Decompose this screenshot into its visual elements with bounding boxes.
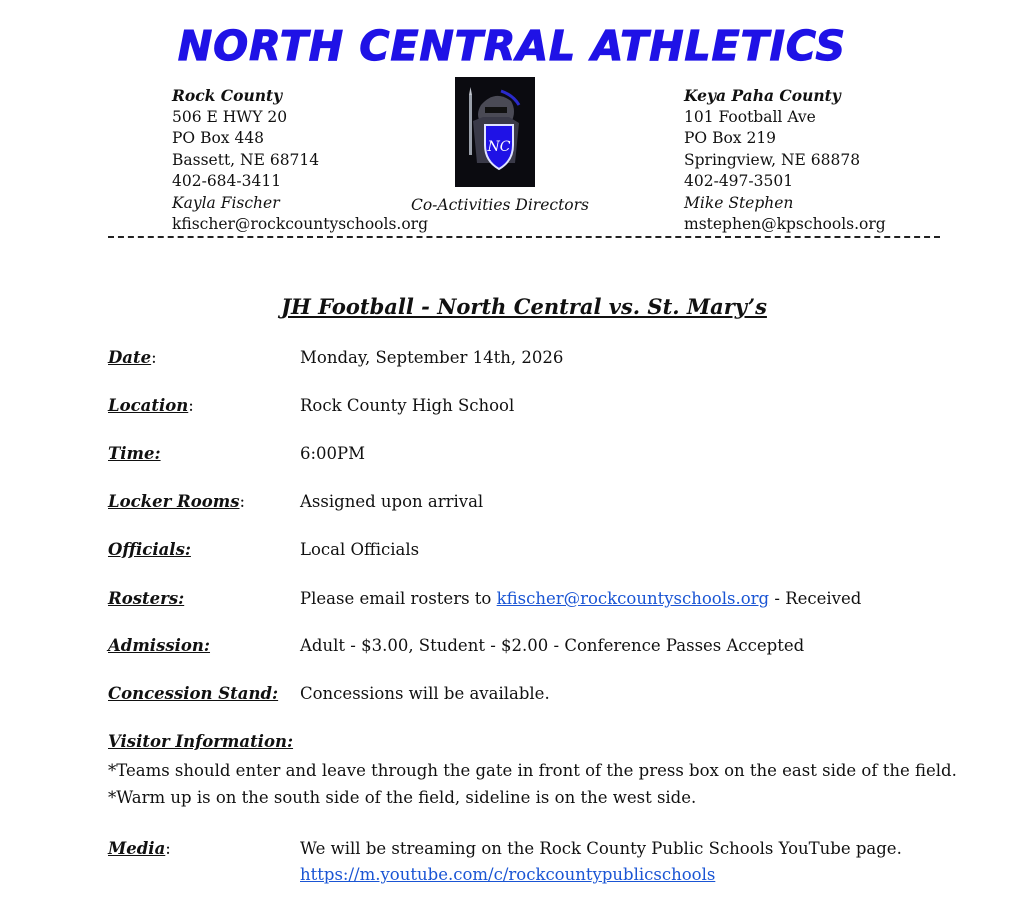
youtube-link[interactable]: https://m.youtube.com/c/rockcountypublicschools <box>300 865 716 884</box>
media-label: Media: <box>108 839 171 858</box>
rosters-email-link[interactable]: kfischer@rockcountyschools.org <box>496 589 770 608</box>
phone: 402-684-3411 <box>172 172 282 190</box>
logo-text: NC <box>487 139 511 155</box>
director-name: Kayla Fischer <box>172 193 280 212</box>
visitor-line: *Teams should enter and leave through the gate in front of the press box on the east side of the field. <box>108 761 957 780</box>
admission-label: Admission: <box>108 636 211 655</box>
location-label: Location: <box>108 396 194 415</box>
co-directors-label: Co-Activities Directors <box>410 196 589 214</box>
city: Springview, NE 68878 <box>684 150 861 169</box>
knight-shield-icon <box>455 77 535 187</box>
locker-rooms-label: Locker Rooms: <box>108 492 246 511</box>
media-link-row <box>300 865 715 884</box>
concession-value: Concessions will be available. <box>300 684 550 703</box>
rosters-value: Please email rosters to kfischer@rockcountyschools.org - Received <box>300 589 862 608</box>
street: 101 Football Ave <box>684 107 816 126</box>
rosters-label: Rosters: <box>108 589 185 608</box>
date-label: Date: <box>108 348 157 367</box>
event-title: JH Football - North Central vs. St. Mary’s <box>281 294 767 319</box>
time-label: Time: <box>108 444 161 463</box>
locker-rooms-value: Assigned upon arrival <box>300 492 484 511</box>
director-name: Mike Stephen <box>684 193 794 212</box>
media-value: We will be streaming on the Rock County Public Schools YouTube page. <box>300 839 902 858</box>
time-value: 6:00PM <box>300 444 366 463</box>
officials-label: Officials: <box>108 540 191 559</box>
director-email: kfischer@rockcountyschools.org <box>172 215 428 233</box>
po-box: PO Box 219 <box>684 129 777 147</box>
concession-label: Concession Stand: <box>108 684 279 703</box>
keya-paha-county-address <box>684 85 886 236</box>
county-name: Rock County <box>172 86 283 105</box>
phone: 402-497-3501 <box>684 172 794 190</box>
visitor-info-heading: Visitor Information: <box>108 732 294 751</box>
officials-value: Local Officials <box>300 540 420 559</box>
admission-value: Adult - $3.00, Student - $2.00 - Conference Passes Accepted <box>300 636 805 655</box>
director-email: mstephen@kpschools.org <box>684 215 886 233</box>
city: Bassett, NE 68714 <box>172 150 320 169</box>
visitor-line: *Warm up is on the south side of the field, sideline is on the west side. <box>108 788 697 807</box>
banner-title: NORTH CENTRAL ATHLETICS <box>177 22 847 70</box>
divider <box>108 236 940 238</box>
po-box: PO Box 448 <box>172 129 265 147</box>
location-value: Rock County High School <box>300 396 515 415</box>
rock-county-address <box>172 85 428 236</box>
street: 506 E HWY 20 <box>172 107 288 126</box>
date-value: Monday, September 14th, 2026 <box>300 348 564 367</box>
county-name: Keya Paha County <box>684 86 841 105</box>
